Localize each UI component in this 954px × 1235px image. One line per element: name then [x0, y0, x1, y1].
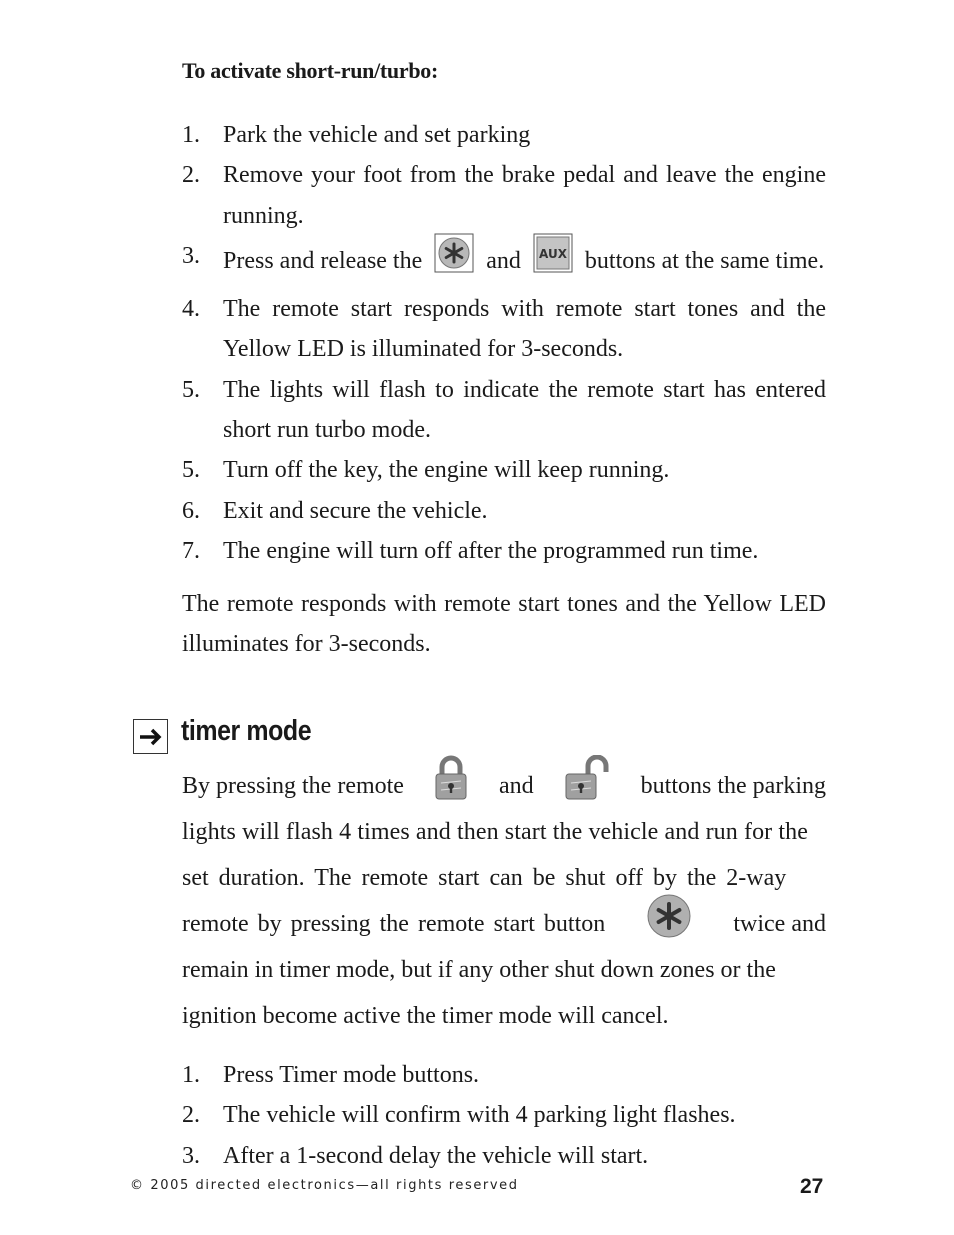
text-line [182, 901, 826, 947]
text-line: ignition become active the timer mode will cancel. [182, 1003, 669, 1029]
section-heading: To activate short-run/turbo: [182, 58, 438, 83]
list-text: Exit and secure the vehicle. [223, 497, 488, 524]
list-number: 3. [182, 242, 200, 269]
list-item [182, 370, 826, 451]
list-number: 2. [182, 1102, 200, 1129]
list-text: After a 1-second delay the vehicle will start. [223, 1142, 649, 1169]
asterisk-button-icon [646, 893, 692, 955]
list-number: 2. [182, 162, 200, 189]
list-number: 1. [182, 122, 200, 148]
arrow-right-icon [133, 719, 168, 754]
list-text: Press and release the [223, 248, 423, 275]
list-number: 7. [182, 537, 200, 564]
list-number: 1. [182, 1062, 200, 1088]
asterisk-button-icon [434, 233, 474, 286]
list-text: The lights will flash to indicate the remote start has entered short run turbo mode. [223, 376, 826, 444]
list-text: Turn off the key, the engine will keep running. [223, 457, 670, 484]
list-text: The vehicle will confirm with 4 parking light flashes. [223, 1102, 736, 1129]
body-paragraph: The remote responds with remote start tones and the Yellow LED illuminates for 3-seconds. [182, 591, 826, 657]
list-item [182, 531, 826, 571]
list-item [182, 1055, 826, 1095]
timer-steps-list [182, 1055, 826, 1176]
list-item [182, 289, 826, 370]
copyright-footer: © 2005 directed electronics—all rights reserved [130, 1178, 519, 1193]
list-item [182, 1095, 826, 1135]
page-number: 27 [800, 1175, 824, 1198]
text-segment: By pressing the remote [182, 773, 404, 799]
list-item [182, 115, 826, 155]
text-line: lights will flash 4 times and then start the vehicle and run for the [182, 819, 808, 845]
text-line: remain in timer mode, but if any other shut down zones or the [182, 957, 776, 983]
aux-button-icon [533, 233, 573, 286]
lock-icon [433, 755, 469, 817]
section-title: timer mode [181, 715, 312, 747]
list-number: 5. [182, 376, 200, 403]
text-segment: and [498, 773, 534, 799]
unlock-icon [563, 755, 611, 817]
text-segment: twice and [733, 911, 826, 937]
list-text: Park the vehicle and set parking [223, 122, 531, 148]
list-text: The engine will turn off after the programmed run time. [223, 537, 759, 564]
list-item [182, 1136, 826, 1176]
list-number: 4. [182, 296, 200, 323]
list-number: 3. [182, 1142, 200, 1169]
list-item [182, 450, 826, 490]
list-item [182, 236, 826, 289]
text-segment: remote by pressing the remote start button [182, 911, 606, 937]
list-text: The remote start responds with remote start tones and the Yellow LED is illuminated for 3-seconds. [223, 296, 826, 363]
list-item [182, 155, 826, 236]
short-run-steps-list [182, 115, 826, 571]
list-text: buttons at the same time. [584, 248, 825, 275]
text-line: set duration. The remote start can be shut off by the 2-way [182, 865, 787, 891]
text-line [182, 763, 826, 809]
aux-label: AUX [538, 246, 567, 261]
list-text: and [486, 248, 521, 275]
list-number: 6. [182, 497, 200, 524]
list-text: Press Timer mode buttons. [223, 1062, 480, 1088]
list-item [182, 491, 826, 531]
list-text: Remove your foot from the brake pedal and leave the engine running. [223, 162, 826, 229]
list-number: 5. [182, 457, 200, 484]
text-segment: buttons the parking [640, 773, 826, 799]
timer-mode-paragraph [182, 763, 826, 1039]
